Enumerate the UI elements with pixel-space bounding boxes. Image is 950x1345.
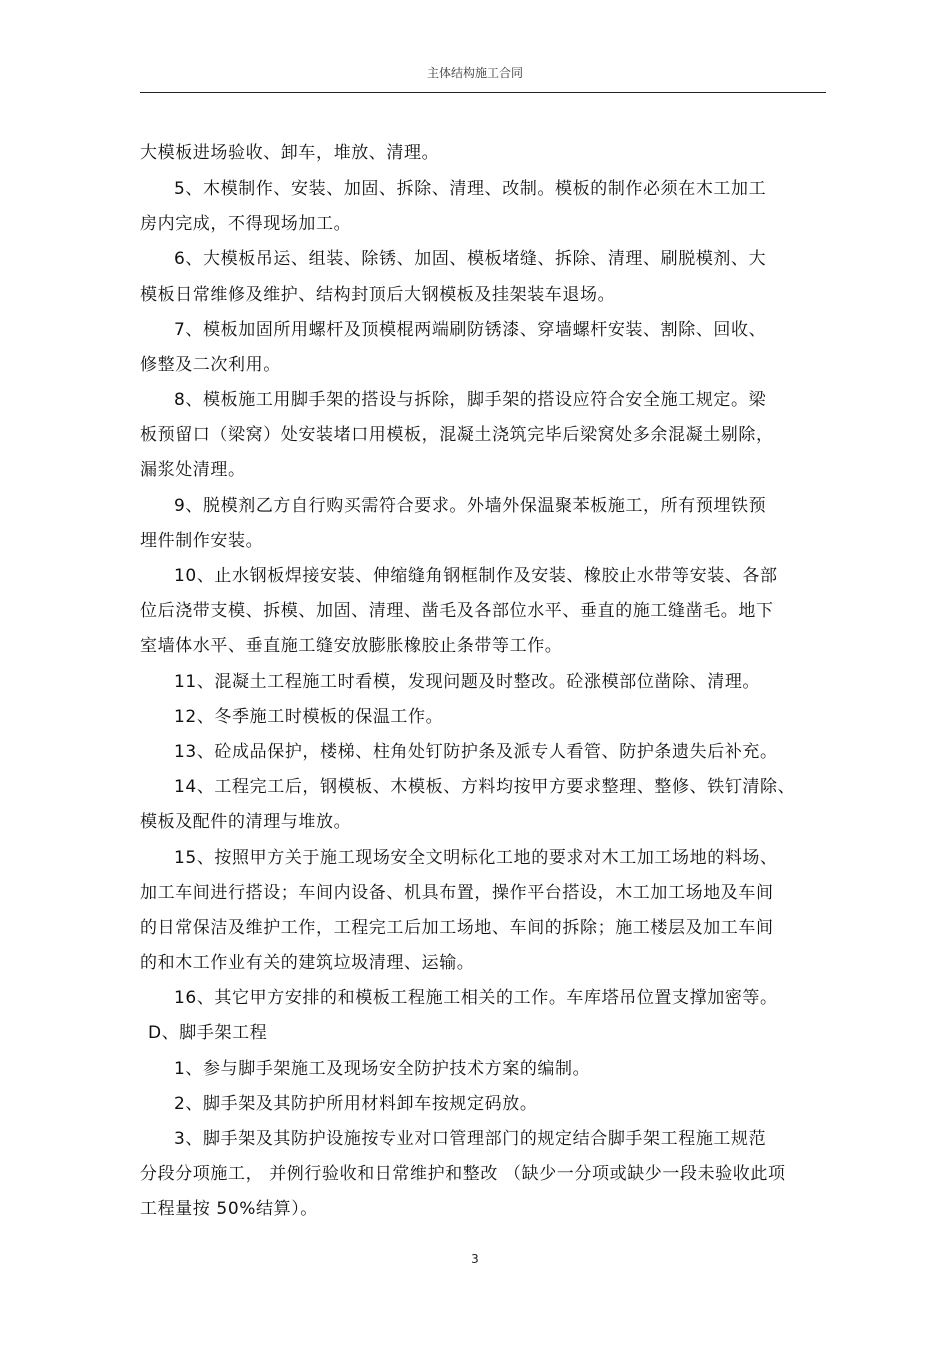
text-line: 7、模板加固所用螺杆及顶模棍两端刷防锈漆、穿墙螺杆安装、割除、回收、 xyxy=(174,320,767,340)
text-line: 位后浇带支模、拆模、加固、清理、凿毛及各部位水平、垂直的施工缝凿毛。地下 xyxy=(140,601,774,621)
text-line: 12、冬季施工时模板的保温工作。 xyxy=(174,707,444,727)
text-line: 14、工程完工后，钢模板、木模板、方料均按甲方要求整理、整修、铁钉清除、 xyxy=(174,777,796,797)
text-line: 8、模板施工用脚手架的搭设与拆除，脚手架的搭设应符合安全施工规定。梁 xyxy=(174,390,767,410)
text-line: 漏浆处清理。 xyxy=(140,460,246,480)
text-line: 修整及二次利用。 xyxy=(140,355,281,375)
text-line: 室墙体水平、垂直施工缝安放膨胀橡胶止条带等工作。 xyxy=(140,636,563,656)
text-line: 加工车间进行搭设；车间内设备、机具布置，操作平台搭设，木工加工场地及车间 xyxy=(140,883,774,903)
page-number: 3 xyxy=(471,1252,479,1266)
text-line: 分段分项施工， 并例行验收和日常维护和整改 （缺少一分项或缺少一段未验收此项 xyxy=(140,1164,786,1184)
text-line: 的和木工作业有关的建筑垃圾清理、运输。 xyxy=(140,953,475,973)
text-line: 埋件制作安装。 xyxy=(140,531,264,551)
text-line: 15、按照甲方关于施工现场安全文明标化工地的要求对木工加工场地的料场、 xyxy=(174,848,778,868)
text-line: 13、砼成品保护，楼梯、柱角处钉防护条及派专人看管、防护条遗失后补充。 xyxy=(174,742,778,762)
text-line: 11、混凝土工程施工时看模，发现问题及时整改。砼涨模部位凿除、清理。 xyxy=(174,672,761,692)
text-line: 的日常保洁及维护工作，工程完工后加工场地、车间的拆除；施工楼层及加工车间 xyxy=(140,918,774,938)
text-line: 5、木模制作、安装、加固、拆除、清理、改制。模板的制作必须在木工加工 xyxy=(174,179,767,199)
text-line: 模板日常维修及维护、结构封顶后大钢模板及挂架装车退场。 xyxy=(140,285,616,305)
text-line: 房内完成，不得现场加工。 xyxy=(140,214,352,234)
text-line: 9、脱模剂乙方自行购买需符合要求。外墙外保温聚苯板施工，所有预埋铁预 xyxy=(174,496,767,516)
section-heading: D、脚手架工程 xyxy=(148,1023,268,1043)
running-header: 主体结构施工合同 xyxy=(426,66,523,80)
text-line: 2、脚手架及其防护所用材料卸车按规定码放。 xyxy=(174,1094,538,1114)
text-line: 16、其它甲方安排的和模板工程施工相关的工作。车库塔吊位置支撑加密等。 xyxy=(174,988,778,1008)
text-line: 3、脚手架及其防护设施按专业对口管理部门的规定结合脚手架工程施工规范 xyxy=(174,1129,767,1149)
text-line: 工程量按 50%结算）。 xyxy=(140,1199,318,1219)
text-line: 板预留口（梁窝）处安装堵口用模板，混凝土浇筑完毕后梁窝处多余混凝土剔除， xyxy=(140,425,774,445)
text-line: 6、大模板吊运、组装、除锈、加固、模板堵缝、拆除、清理、刷脱模剂、大 xyxy=(174,249,767,269)
text-line: 大模板进场验收、卸车，堆放、清理。 xyxy=(140,143,440,163)
text-line: 模板及配件的清理与堆放。 xyxy=(140,812,352,832)
text-line: 1、参与脚手架施工及现场安全防护技术方案的编制。 xyxy=(174,1059,591,1079)
text-line: 10、止水钢板焊接安装、伸缩缝角钢框制作及安装、橡胶止水带等安装、各部 xyxy=(174,566,778,586)
